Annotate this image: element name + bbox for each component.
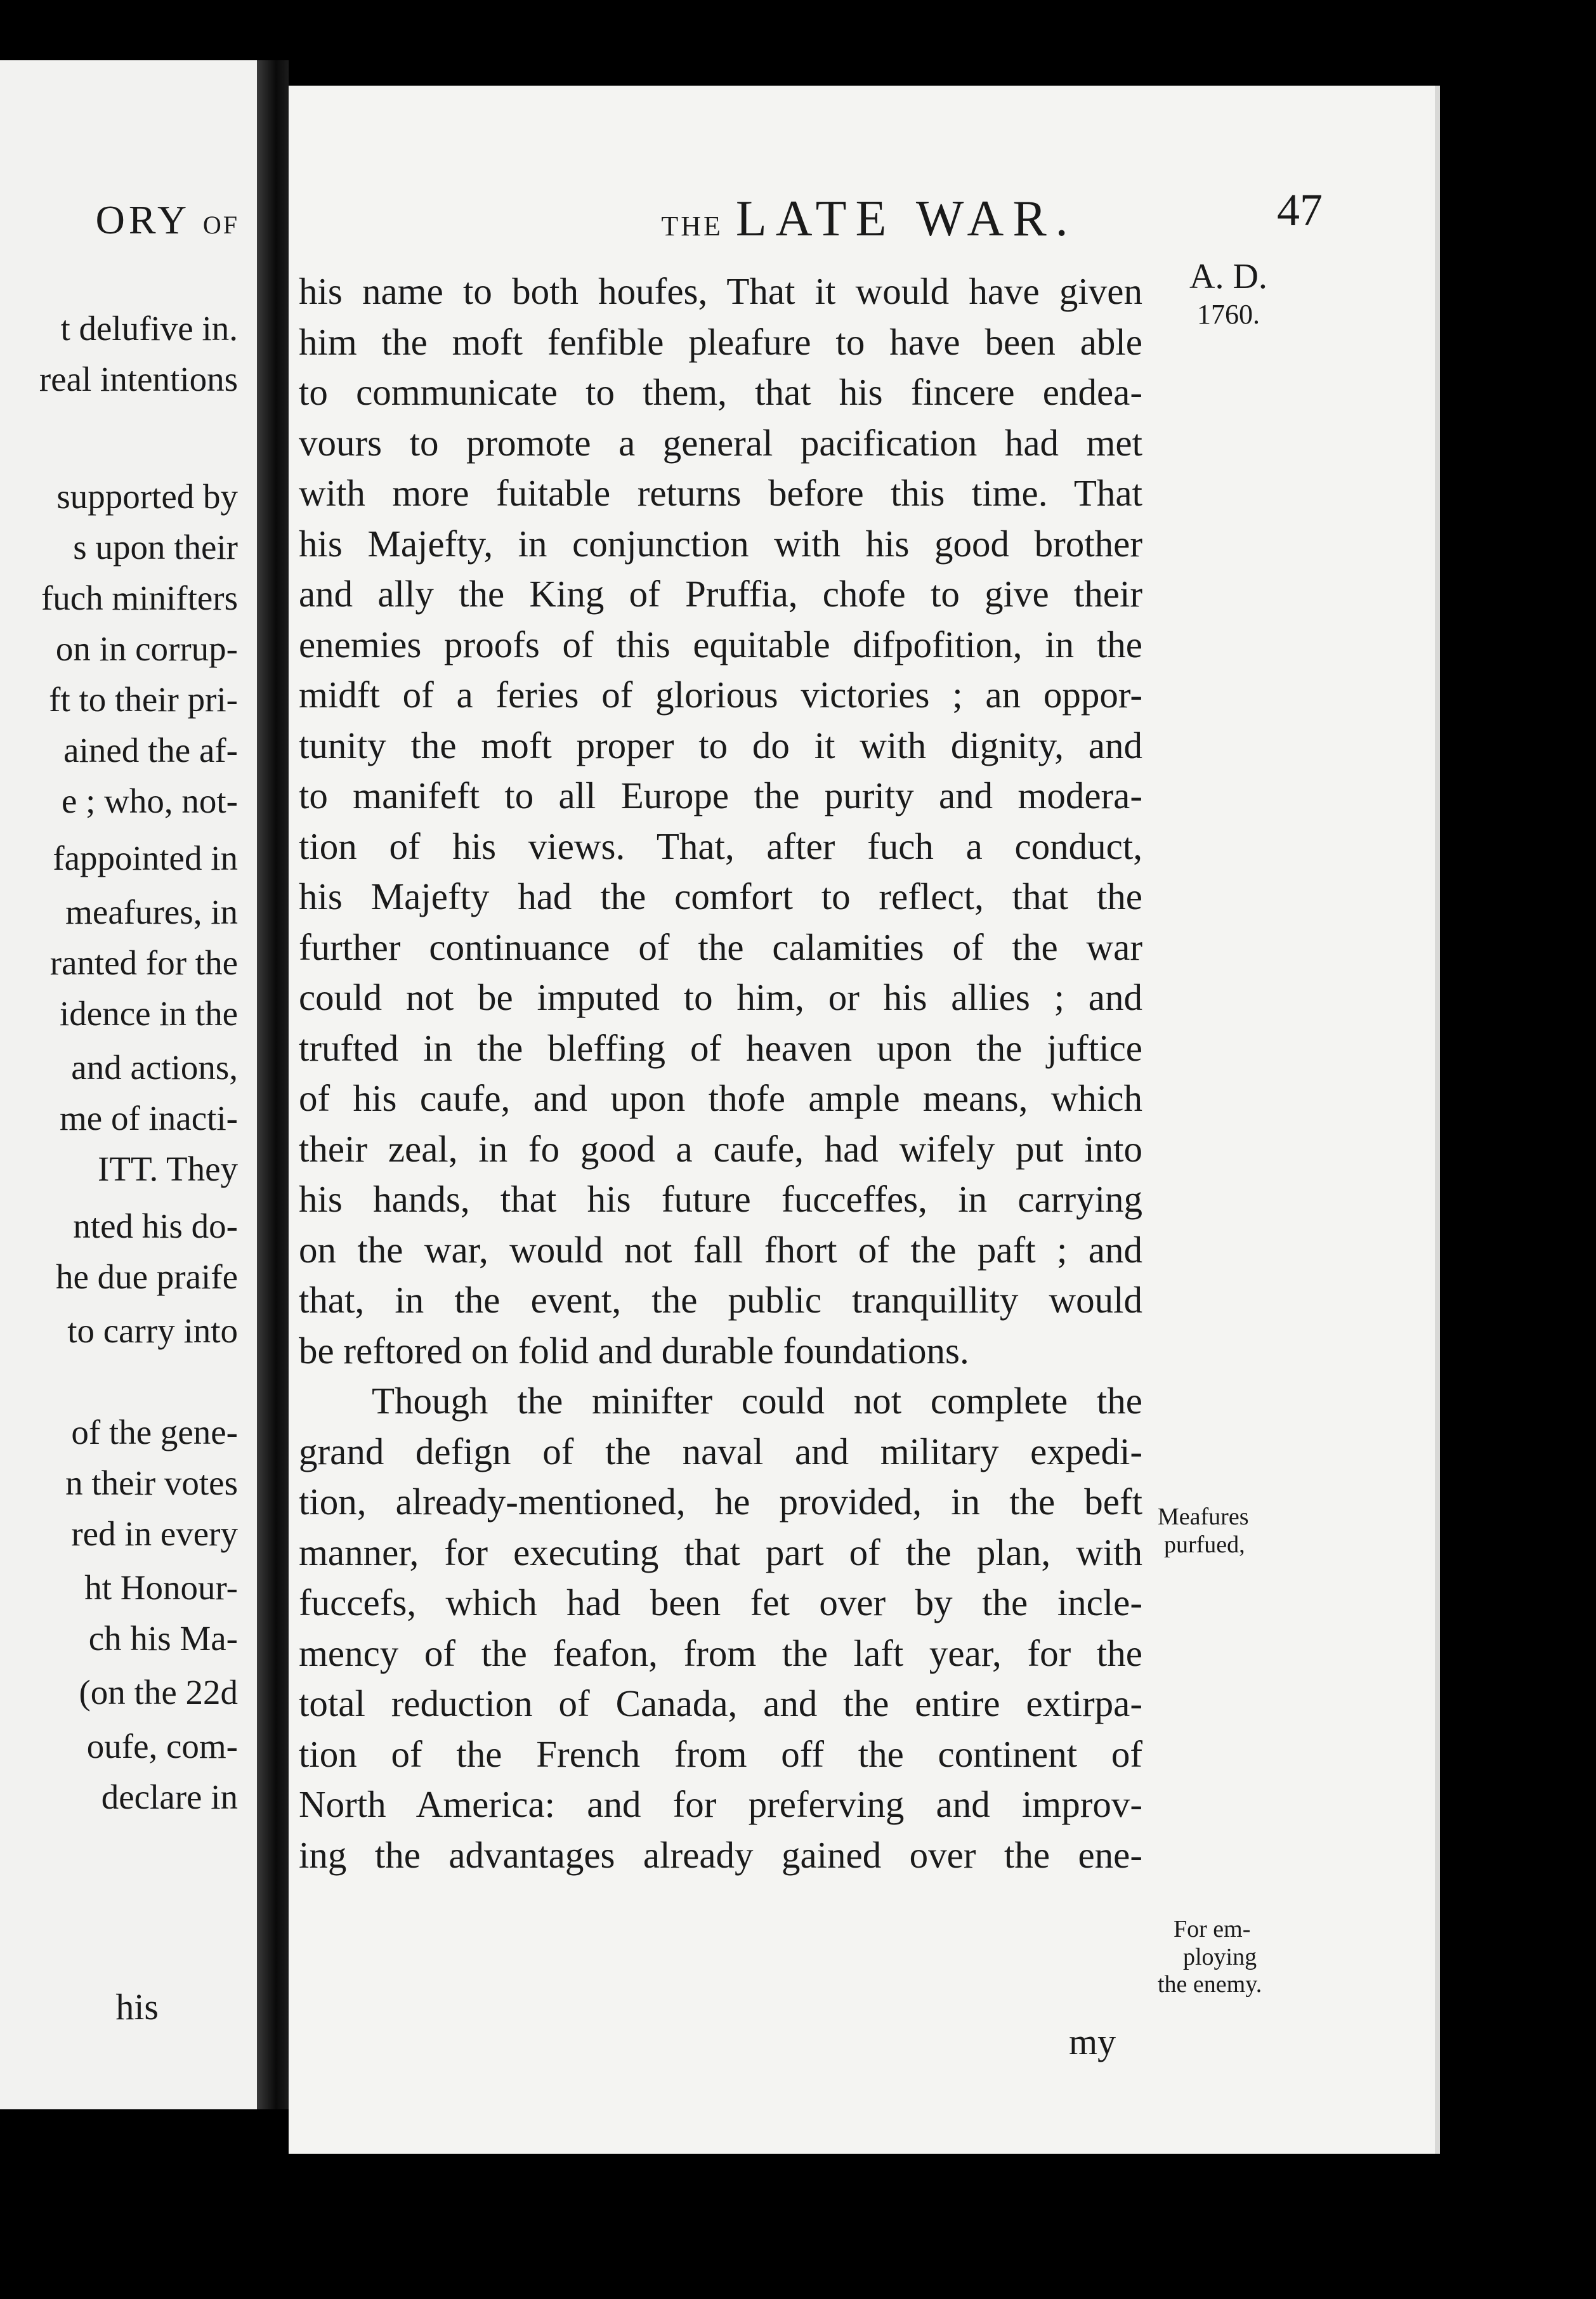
left-page-line: meafures, in	[65, 893, 238, 931]
left-page-line: nted his do-	[73, 1207, 238, 1245]
left-page-line: of the gene-	[71, 1413, 238, 1451]
margin-note-measures: Meafures purfued,	[1158, 1503, 1249, 1558]
body-line: Though the minifter could not complete the	[372, 1380, 1142, 1422]
left-page-line: declare in	[101, 1778, 238, 1816]
body-line: North America: and for preferving and improv-	[299, 1783, 1142, 1825]
left-page-line: to carry into	[67, 1311, 238, 1350]
left-page-line: t delufive in.	[60, 309, 238, 348]
body-line: on the war, would not fall fhort of the paft ; and	[299, 1229, 1142, 1271]
body-line: manner, for executing that part of the plan, with	[299, 1531, 1142, 1573]
left-page-line: ranted for the	[49, 943, 238, 982]
body-line: ing the advantages already gained over the ene-	[299, 1834, 1142, 1876]
body-line: his hands, that his future fucceffes, in carrying	[299, 1178, 1142, 1220]
body-line: further continuance of the calamities of the war	[299, 926, 1142, 968]
left-page-line: s upon their	[73, 528, 238, 567]
catchword: my	[1069, 2021, 1116, 2062]
body-line: be reftored on folid and durable foundations.	[299, 1330, 969, 1372]
body-line: grand defign of the naval and military expedi-	[299, 1431, 1142, 1472]
left-page	[0, 60, 257, 2109]
left-page-line: e ; who, not-	[61, 782, 238, 820]
left-page-line: oufe, com-	[86, 1727, 238, 1765]
body-line: their zeal, in fo good a caufe, had wifely put into	[299, 1128, 1142, 1170]
body-line: fuccefs, which had been fet over by the incle-	[299, 1582, 1142, 1623]
body-line: and ally the King of Pruffia, chofe to give their	[299, 573, 1142, 615]
body-line: enemies proofs of this equitable difpofition, in the	[299, 624, 1142, 665]
running-head-title: LATE WAR.	[735, 191, 1077, 247]
left-page-line: n their votes	[65, 1464, 238, 1502]
left-page-line: me of inacti-	[60, 1099, 238, 1137]
left-page-line: ht Honour-	[84, 1568, 238, 1607]
page-number: 47	[1277, 185, 1323, 235]
left-page-line: he due praife	[55, 1257, 238, 1296]
left-page-line: supported by	[56, 477, 238, 516]
left-page-line: red in every	[71, 1514, 238, 1553]
body-line: vours to promote a general pacification had met	[299, 422, 1142, 464]
left-page-line: ft to their pri-	[49, 680, 238, 719]
margin-note-employing: For em- ploying the enemy.	[1158, 1916, 1262, 1998]
body-line: midft of a feries of glorious victories ; an oppor-	[299, 674, 1142, 716]
left-page-line: (on the 22d	[79, 1673, 238, 1712]
body-line: total reduction of Canada, and the entire extirpa-	[299, 1682, 1142, 1724]
body-line: trufted in the bleffing of heaven upon the juftice	[299, 1027, 1142, 1069]
date-ad: A. D.	[1189, 257, 1267, 296]
running-head-small: THE	[661, 211, 723, 242]
date-year: 1760.	[1196, 299, 1260, 331]
left-page-line: real intentions	[39, 360, 238, 398]
left-running-head: ORY OF	[95, 197, 239, 242]
left-page-line: ained the af-	[63, 731, 238, 770]
body-line: tion of his views. That, after fuch a conduct,	[299, 825, 1142, 867]
left-page-line: idence in the	[60, 994, 238, 1033]
running-head	[469, 190, 1269, 248]
book-gutter	[257, 60, 289, 2109]
body-line: his Majefty had the comfort to reflect, that the	[299, 875, 1142, 917]
left-page-line: fappointed in	[53, 839, 238, 877]
body-line: tion, already-mentioned, he provided, in the beft	[299, 1481, 1142, 1523]
body-line: his Majefty, in conjunction with his good brother	[299, 523, 1142, 565]
body-line: his name to both houfes, That it would have given	[299, 270, 1142, 312]
body-line: to manifeft to all Europe the purity and modera-	[299, 775, 1142, 816]
date-margin-note	[1189, 256, 1267, 332]
body-line: that, in the event, the public tranquillity would	[299, 1279, 1142, 1321]
body-line: tion of the French from off the continent of	[299, 1733, 1142, 1775]
left-page-line: fuch minifters	[41, 579, 238, 617]
page-edge	[1435, 86, 1440, 2154]
body-line: mency of the feafon, from the laft year, for the	[299, 1632, 1142, 1674]
body-line: him the moft fenfible pleafure to have been able	[299, 321, 1142, 363]
left-page-line: ITT. They	[98, 1150, 238, 1188]
left-page-line: ch his Ma-	[88, 1619, 238, 1658]
body-line: tunity the moft proper to do it with dignity, and	[299, 724, 1142, 766]
left-catchword: his	[115, 1986, 159, 2027]
left-page-line: and actions,	[71, 1048, 238, 1087]
body-line: of his caufe, and upon thofe ample means, which	[299, 1077, 1142, 1119]
body-line: could not be imputed to him, or his allies ; and	[299, 976, 1142, 1018]
body-line: to communicate to them, that his fincere endea-	[299, 371, 1142, 413]
body-line: with more fuitable returns before this time. That	[299, 472, 1142, 514]
left-page-line: on in corrup-	[55, 629, 238, 668]
main-page	[289, 86, 1440, 2154]
